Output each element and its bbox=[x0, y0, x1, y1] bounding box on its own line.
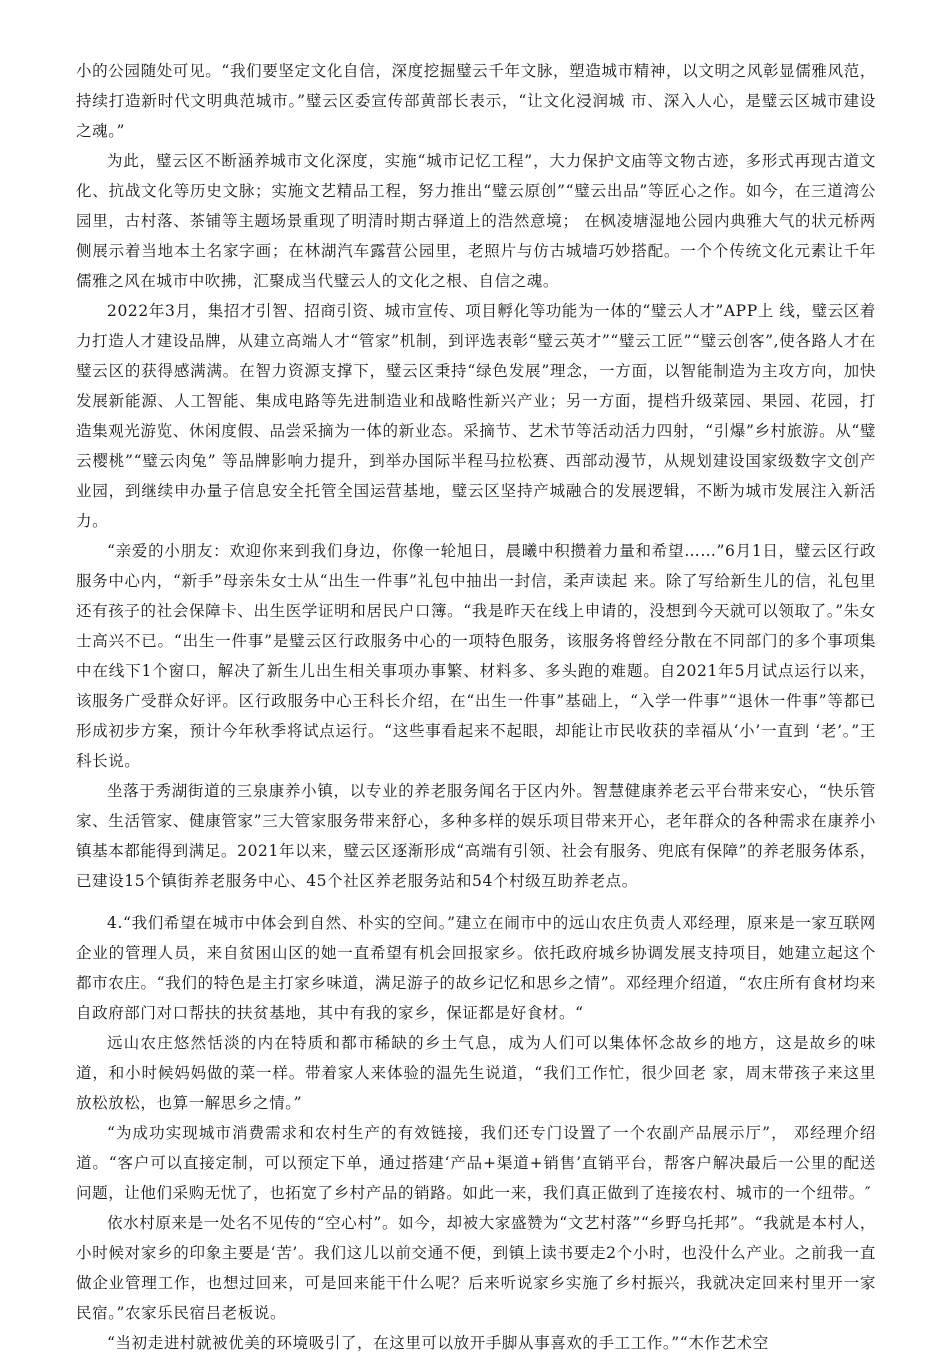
paragraph-elderly-care: 坐落于秀湖街道的三泉康养小镇，以专业的养老服务闻名于区内外。智慧健康养老云平台带来安心，“快乐管家、生活管家、健康管家”三大管家服务带来舒心，多种多样的娱乐项目带来开心，老年群众的各种需求在康养小镇基本都能得到满足。2021年以来，璧云区逐渐形成“高端有引领、社会有服务、兜底有保障”的养老服务体系，已建设15个镇街养老服务中心、45个社区养老服务站和54个村级互助养老点。 bbox=[76, 782, 876, 890]
paragraph-birth-service: “亲爱的小朋友：欢迎你来到我们身边，你像一轮旭日，晨曦中积攒着力量和希望……”6月1日，璧云区行政服务中心内，“新手”母亲朱女士从“出生一件事”礼包中抽出一封信，柔声读起 来。除了写给新生儿的信，礼包里还有孩子的社会保障卡、出生医学证明和居民户口簿。“我是昨天在线上申请的，没想到今天就可以领取了。”朱女士高兴不已。“出生一件事”是璧云区行政服务中心的一项特色服务，该服务将曾经分散在不同部门的多个事项集中在线下1个窗口，解决了新生儿出生相关事项办事繁、材料多、多头跑的难题。自2021年5月试点运行以来，该服务广受群众好评。区行政服务中心王科长介绍，在“出生一件事”基础上，“入学一件事”“退休一件事”等都已形成初步方案，预计今年秋季将试点运行。“这些事看起来不起眼，却能让市民收获的幸福从‘小’一直到 ‘老’。”王科长说。 bbox=[76, 542, 876, 770]
paragraph-woodcraft: “当初走进村就被优美的环境吸引了，在这里可以放开手脚从事喜欢的手工工作。”“木作艺术空 bbox=[107, 1334, 769, 1352]
paragraph-section-4-farm: 4.“我们希望在城市中体会到自然、朴实的空间。”建立在闹市中的远山农庄负责人邓经理，原来是一家互联网企业的管理人员，来自贫困山区的她一直希望有机会回报家乡。依托政府城乡协调发展支持项目，她建立起这个都市农庄。“我们的特色是主打家乡味道，满足游子的故乡记忆和思乡之情”。邓经理介绍道，“农庄所有食材均来自政府部门对口帮扶的扶贫基地，其中有我的家乡，保证都是好食材。“ bbox=[76, 914, 876, 1022]
document-page bbox=[76, 56, 876, 1358]
paragraph-talent-app: 2022年3月，集招才引智、招商引资、城市宣传、项目孵化等功能为一体的“璧云人才”APP上 线，璧云区着力打造人才建设品牌，从建立高端人才“管家”机制，到评选表彰“璧云英才”“璧云工匠”“璧云创客”,使各路人才在璧云区的获得感满满。在智力资源支撑下，璧云区秉持“绿色发展”理念，一方面，以智能制造为主攻方向，加快发展新能源、人工智能、集成电路等先进制造业和战略性新兴产业；另一方面，提档升级菜园、果园、花园，打造集观光游览、休闲度假、品尝采摘为一体的新业态。采摘节、艺术节等活动活力四射，“引爆”乡村旅游。从“璧云樱桃”“璧云肉兔” 等品牌影响力提升，到举办国际半程马拉松赛、西部动漫节，从规划建设国家级数字文创产业园，到继续申办量子信息安全托管全国运营基地，璧云区坚持产城融合的发展逻辑，不断为城市发展注入新活力。 bbox=[76, 302, 876, 530]
paragraph-farm-hometown: 远山农庄悠然恬淡的内在特质和都市稀缺的乡土气息，成为人们可以集体怀念故乡的地方，这是故乡的味道，和小时候妈妈做的菜一样。带着家人来体验的温先生说道，“我们工作忙，很少回老 家，周末带孩子来这里放松放松，也算一解思乡之情。” bbox=[76, 1034, 876, 1112]
paragraph-city-memory: 为此，璧云区不断涵养城市文化深度，实施“城市记忆工程”，大力保护文庙等文物古迹，多形式再现古道文化、抗战文化等历史文脉；实施文艺精品工程，努力推出“璧云原创”“璧云出品”等匠心之作。如今，在三道湾公园里，古村落、茶铺等主题场景重现了明清时期古驿道上的浩然意境； 在枫凌塘湿地公园内典雅大气的状元桥两侧展示着当地本土名家字画；在林湖汽车露营公园里，老照片与仿古城墙巧妙搭配。一个个传统文化元素让千年儒雅之风在城市中吹拂，汇聚成当代璧云人的文化之根、自信之魂。 bbox=[76, 152, 876, 290]
paragraph-farm-products: “为成功实现城市消费需求和农村生产的有效链接，我们还专门设置了一个农副产品展示厅”， 邓经理介绍道。“客户可以直接定制，可以预定下单，通过搭建‘产品+渠道+销售’直销平台，帮客户解决最后一公里的配送问题，让他们采购无忧了，也拓宽了乡村产品的销路。如此一来，我们真正做到了连接农村、城市的一个纽带。″ bbox=[76, 1124, 876, 1202]
paragraph-culture-city: 小的公园随处可见。“我们要坚定文化自信，深度挖掘璧云千年文脉，塑造城市精神，以文明之风彰显儒雅风范，持续打造新时代文明典范城市。”璧云区委宣传部黄部长表示，“让文化浸润城 市、深入人心，是璧云区城市建设之魂。” bbox=[76, 62, 876, 140]
paragraph-yishui-village: 依水村原来是一处名不见传的“空心村”。如今，却被大家盛赞为“文艺村落”“乡野乌托邦”。“我就是本村人，小时候对家乡的印象主要是‘苦’。我们这儿以前交通不便，到镇上读书要走2个小时，也没什么产业。之前我一直做企业管理工作，也想过回来，可是回来能干什么呢？后来听说家乡实施了乡村振兴，我就决定回来村里开一家民宿。”农家乐民宿吕老板说。 bbox=[76, 1214, 876, 1322]
